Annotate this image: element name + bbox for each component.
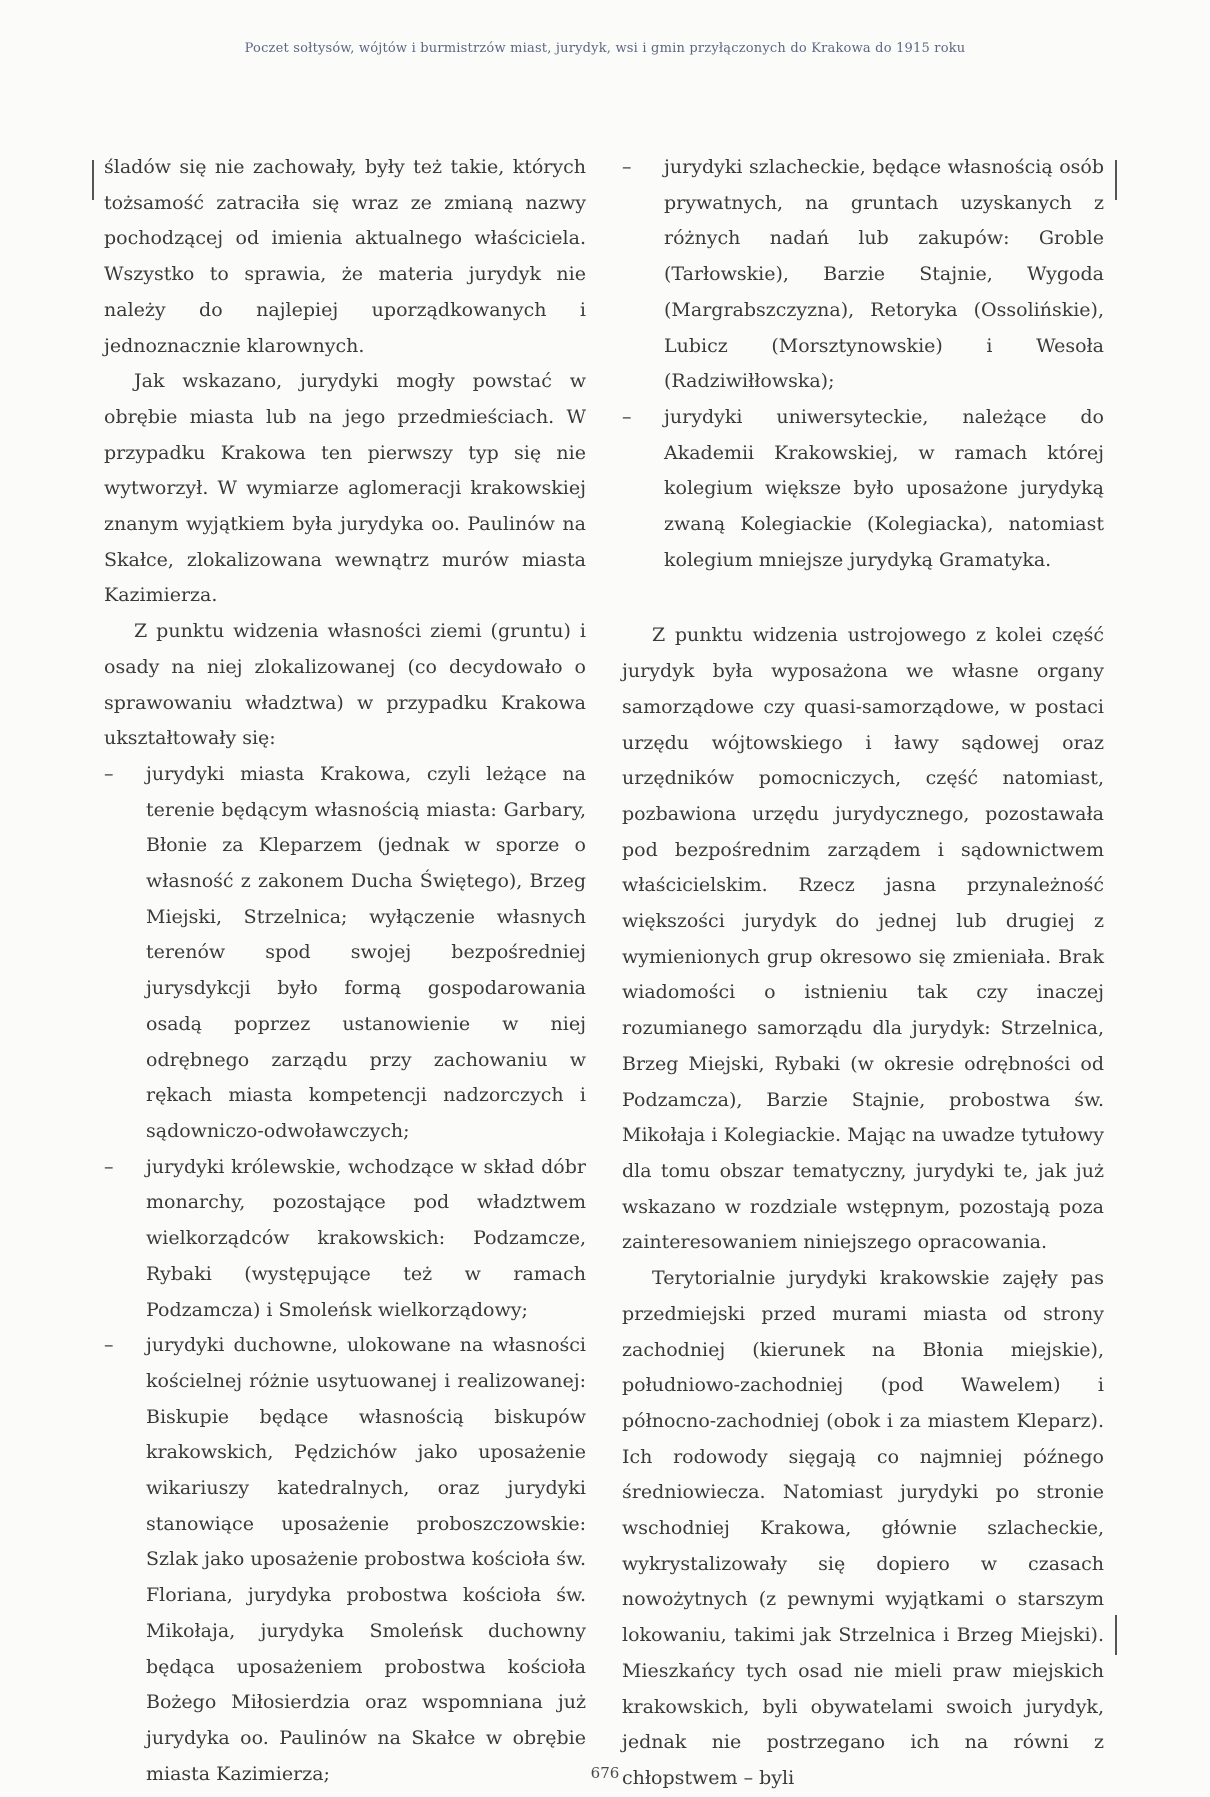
dash-list (622, 150, 1104, 578)
paragraph: Jak wskazano, jurydyki mogły powstać w obrębie miasta lub na jego przedmieściach. W przypadku Krakowa ten pierwszy typ się nie wytworzył. W wymiarze aglomeracji krakowskiej znanym wyjątkiem była jurydyka oo. Paulinów na Skałce, zlokalizowana wewnątrz murów miasta Kazimierza. (104, 370, 586, 607)
margin-rule-right-bottom (1115, 1615, 1117, 1655)
list-item: – jurydyki miasta Krakowa, czyli leżące na terenie będącym własnością miasta: Garbary, Błonie za Kleparzem (jednak w sporze o własność z zakonem Ducha Świętego), Brzeg Miejski, Strzelnica; wyłączenie własnych terenów spod swojej bezpośredniej jurysdykcji było formą gospodarowania osadą poprzez ustanowienie w niej odrębnego zarządu przy zachowaniu w rękach miasta kompetencji nadzorczych i sądowniczo-odwoławczych; (104, 757, 586, 1150)
paragraph: śladów się nie zachowały, były też takie, których tożsamość zatraciła się wraz ze zmianą nazwy pochodzącej od imienia aktualnego właściciela. Wszystko to sprawia, że materia jurydyk nie należy do najlepiej uporządkowanych i jednoznacznie klarownych. (104, 156, 586, 357)
paragraph: Terytorialnie jurydyki krakowskie zajęły pas przedmiejski przed murami miasta od strony zachodniej (kierunek na Błonia miejskie), południowo-zachodniej (pod Wawelem) i północno-zachodniej (obok i za miastem Kleparz). Ich rodowody sięgają co najmniej późnego średniowiecza. Natomiast jurydyki po stronie wschodniej Krakowa, głównie szlacheckie, wykrystalizowały się dopiero w czasach nowożytnych (z pewnymi wyjątkami o starszym lokowaniu, takimi jak Strzelnica i Brzeg Miejski). Mieszkańcy tych osad nie mieli praw miejskich krakowskich, byli obywatelami swoich jurydyk, jednak nie postrzegano ich na równi z chłopstwem – byli (622, 1267, 1104, 1789)
dash-list (104, 757, 586, 1792)
list-item: – jurydyki królewskie, wchodzące w skład dóbr monarchy, pozostające pod władztwem wielkorządców krakowskich: Podzamcze, Rybaki (występujące też w ramach Podzamcza) i Smoleńsk wielkorządowy; (104, 1150, 586, 1329)
paragraph: Z punktu widzenia ustrojowego z kolei część jurydyk była wyposażona we własne organy samorządowe czy quasi-samorządowe, w postaci urzędu wójtowskiego i ławy sądowej oraz urzędników pomocniczych, część natomiast, pozbawiona urzędu jurydycznego, pozostawała pod bezpośrednim zarządem i sądownictwem właścicielskim. Rzecz jasna przynależność większości jurydyk do jednej lub drugiej z wymienionych grup okresowo się zmieniała. Brak wiadomości o istnieniu tak czy inaczej rozumianego samorządu dla jurydyk: Strzelnica, Brzeg Miejski, Rybaki (w okresie odrębności od Podzamcza), Barzie Stajnie, probostwa św. Mikołaja i Kolegiackie. Mając na uwadze tytułowy dla tomu obszar tematyczny, jurydyki te, jak już wskazano w rozdziale wstępnym, pozostają poza zainteresowaniem niniejszego opracowania. (622, 624, 1104, 1254)
list-item: – jurydyki szlacheckie, będące własnością osób prywatnych, na gruntach uzyskanych z różnych nadań lub zakupów: Groble (Tarłowskie), Barzie Stajnie, Wygoda (Margrabszczyzna), Retoryka (Ossolińskie), Lubicz (Morsztynowskie) i Wesoła (Radziwiłłowska); (622, 150, 1104, 400)
page-number: 676 (590, 1764, 620, 1782)
margin-rule-left (92, 160, 94, 200)
list-item: – jurydyki uniwersyteckie, należące do Akademii Krakowskiej, w ramach której kolegium większe było uposażone jurydyką zwaną Kolegiackie (Kolegiacka), natomiast kolegium mniejsze jurydyką Gramatyka. (622, 400, 1104, 579)
paragraph: Z punktu widzenia własności ziemi (gruntu) i osady na niej zlokalizowanej (co decydowało o sprawowaniu władztwa) w przypadku Krakowa ukształtowały się: (104, 620, 586, 750)
margin-rule-right-top (1115, 160, 1117, 200)
right-column (622, 150, 1104, 1797)
left-column (104, 150, 586, 1792)
running-head: Poczet sołtysów, wójtów i burmistrzów miast, jurydyk, wsi i gmin przyłączonych do Krakowa do 1915 roku (244, 41, 966, 56)
section-gap (622, 578, 1104, 618)
list-item: – jurydyki duchowne, ulokowane na własności kościelnej różnie usytuowanej i realizowanej: Biskupie będące własnością biskupów krakowskich, Pędzichów jako uposażenie wikariuszy katedralnych, oraz jurydyki stanowiące uposażenie proboszczowskie: Szlak jako uposażenie probostwa kościoła św. Floriana, jurydyka probostwa kościoła św. Mikołaja, jurydyka Smoleńsk duchowny będąca uposażeniem probostwa kościoła Bożego Miłosierdzia oraz wspomniana już jurydyka oo. Paulinów na Skałce w obrębie miasta Kazimierza; (104, 1328, 586, 1792)
